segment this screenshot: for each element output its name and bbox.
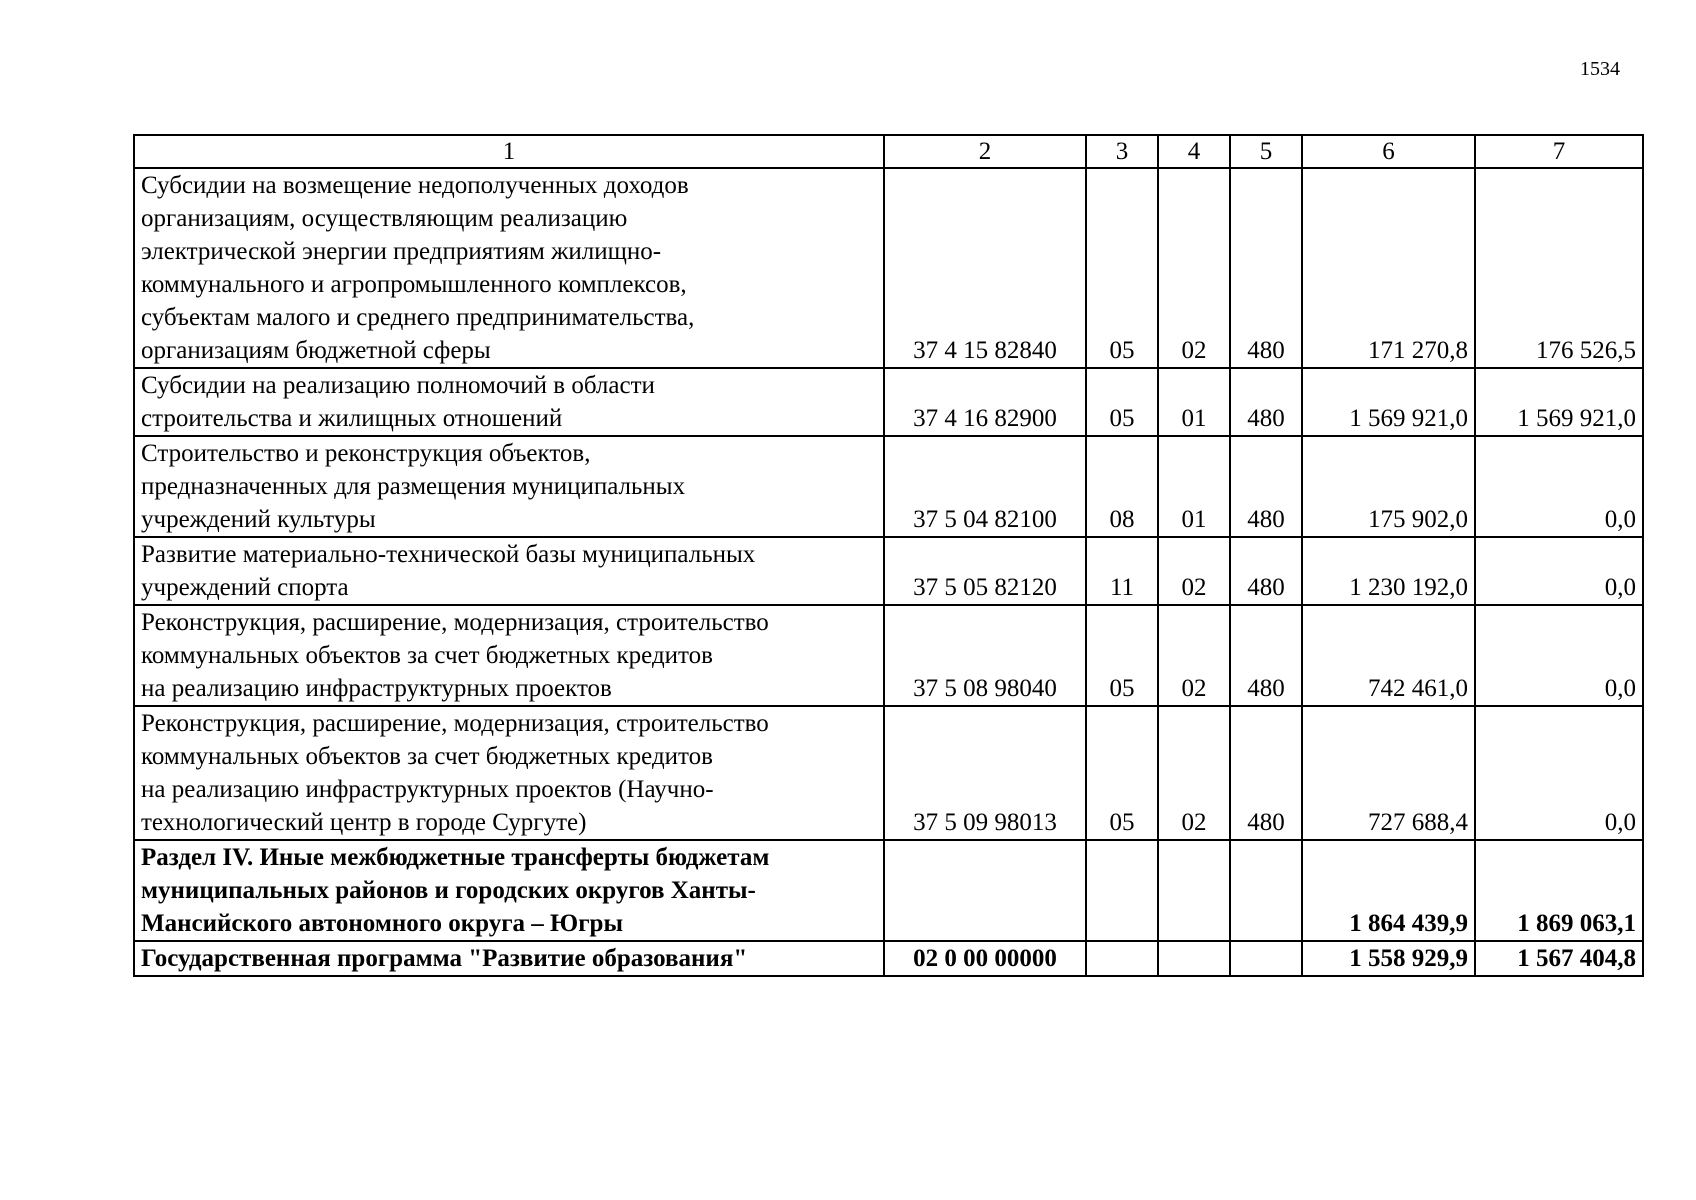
- row-description: Субсидии на возмещение недополученных доходов организациям, осуществляющим реализацию электрической энергии предприятиям жилищно- коммунального и агропромышленного комплексов, субъектам малого и среднего предпринимательства, организациям бюджетной сферы: [134, 168, 884, 368]
- row-expense-type: 480: [1230, 368, 1302, 436]
- row-expense-type: 480: [1230, 168, 1302, 368]
- page-number: 1534: [1580, 58, 1620, 80]
- column-header: 4: [1158, 135, 1230, 168]
- table-row: [134, 537, 1643, 605]
- table-row: [134, 605, 1643, 706]
- row-code: 37 5 04 82100: [884, 436, 1086, 537]
- row-code: 37 5 09 98013: [884, 706, 1086, 840]
- row-subsection: 02: [1158, 706, 1230, 840]
- row-code: 37 5 05 82120: [884, 537, 1086, 605]
- row-section: 05: [1086, 168, 1158, 368]
- column-header: 3: [1086, 135, 1158, 168]
- row-amount-1: 1 558 929,9: [1302, 941, 1475, 976]
- row-amount-1: 175 902,0: [1302, 436, 1475, 537]
- row-expense-type: [1230, 840, 1302, 941]
- row-section: [1086, 840, 1158, 941]
- table-row: [134, 706, 1643, 840]
- row-code: 37 4 16 82900: [884, 368, 1086, 436]
- row-amount-1: 1 230 192,0: [1302, 537, 1475, 605]
- row-amount-1: 742 461,0: [1302, 605, 1475, 706]
- row-amount-2: 0,0: [1475, 706, 1643, 840]
- column-header: 6: [1302, 135, 1475, 168]
- row-description: Развитие материально-технической базы муниципальных учреждений спорта: [134, 537, 884, 605]
- row-code: 37 4 15 82840: [884, 168, 1086, 368]
- row-expense-type: 480: [1230, 706, 1302, 840]
- row-amount-2: 0,0: [1475, 605, 1643, 706]
- row-amount-1: 171 270,8: [1302, 168, 1475, 368]
- row-amount-2: 1 869 063,1: [1475, 840, 1643, 941]
- row-description: Строительство и реконструкция объектов, предназначенных для размещения муниципальных учреждений культуры: [134, 436, 884, 537]
- section-total-row: [134, 840, 1643, 941]
- column-header: 1: [134, 135, 884, 168]
- row-subsection: 02: [1158, 537, 1230, 605]
- row-amount-2: 1 567 404,8: [1475, 941, 1643, 976]
- row-subsection: 02: [1158, 605, 1230, 706]
- column-header: 5: [1230, 135, 1302, 168]
- row-description: Субсидии на реализацию полномочий в области строительства и жилищных отношений: [134, 368, 884, 436]
- row-subsection: [1158, 840, 1230, 941]
- row-subsection: 02: [1158, 168, 1230, 368]
- row-amount-2: 176 526,5: [1475, 168, 1643, 368]
- row-amount-1: 1 864 439,9: [1302, 840, 1475, 941]
- program-total-row: [134, 941, 1643, 976]
- table-row: [134, 436, 1643, 537]
- row-amount-1: 727 688,4: [1302, 706, 1475, 840]
- row-expense-type: 480: [1230, 436, 1302, 537]
- row-expense-type: 480: [1230, 605, 1302, 706]
- row-expense-type: 480: [1230, 537, 1302, 605]
- row-amount-2: 0,0: [1475, 537, 1643, 605]
- row-section: 11: [1086, 537, 1158, 605]
- table-row: [134, 368, 1643, 436]
- column-header: 2: [884, 135, 1086, 168]
- row-description: Государственная программа "Развитие образования": [134, 941, 884, 976]
- row-section: 05: [1086, 605, 1158, 706]
- row-amount-1: 1 569 921,0: [1302, 368, 1475, 436]
- budget-table: [133, 134, 1644, 977]
- row-code: 37 5 08 98040: [884, 605, 1086, 706]
- row-description: Раздел IV. Иные межбюджетные трансферты бюджетам муниципальных районов и городских округов Ханты- Мансийского автономного округа – Югры: [134, 840, 884, 941]
- row-section: 05: [1086, 706, 1158, 840]
- row-description: Реконструкция, расширение, модернизация, строительство коммунальных объектов за счет бюджетных кредитов на реализацию инфраструктурных проектов: [134, 605, 884, 706]
- row-amount-2: 1 569 921,0: [1475, 368, 1643, 436]
- row-amount-2: 0,0: [1475, 436, 1643, 537]
- row-subsection: [1158, 941, 1230, 976]
- row-section: [1086, 941, 1158, 976]
- row-expense-type: [1230, 941, 1302, 976]
- column-header: 7: [1475, 135, 1643, 168]
- row-description: Реконструкция, расширение, модернизация, строительство коммунальных объектов за счет бюджетных кредитов на реализацию инфраструктурных проектов (Научно- технологический центр в городе Сургуте): [134, 706, 884, 840]
- row-code: [884, 840, 1086, 941]
- table-row: [134, 168, 1643, 368]
- row-code: 02 0 00 00000: [884, 941, 1086, 976]
- row-section: 05: [1086, 368, 1158, 436]
- row-subsection: 01: [1158, 368, 1230, 436]
- row-subsection: 01: [1158, 436, 1230, 537]
- row-section: 08: [1086, 436, 1158, 537]
- header-row: [134, 135, 1643, 168]
